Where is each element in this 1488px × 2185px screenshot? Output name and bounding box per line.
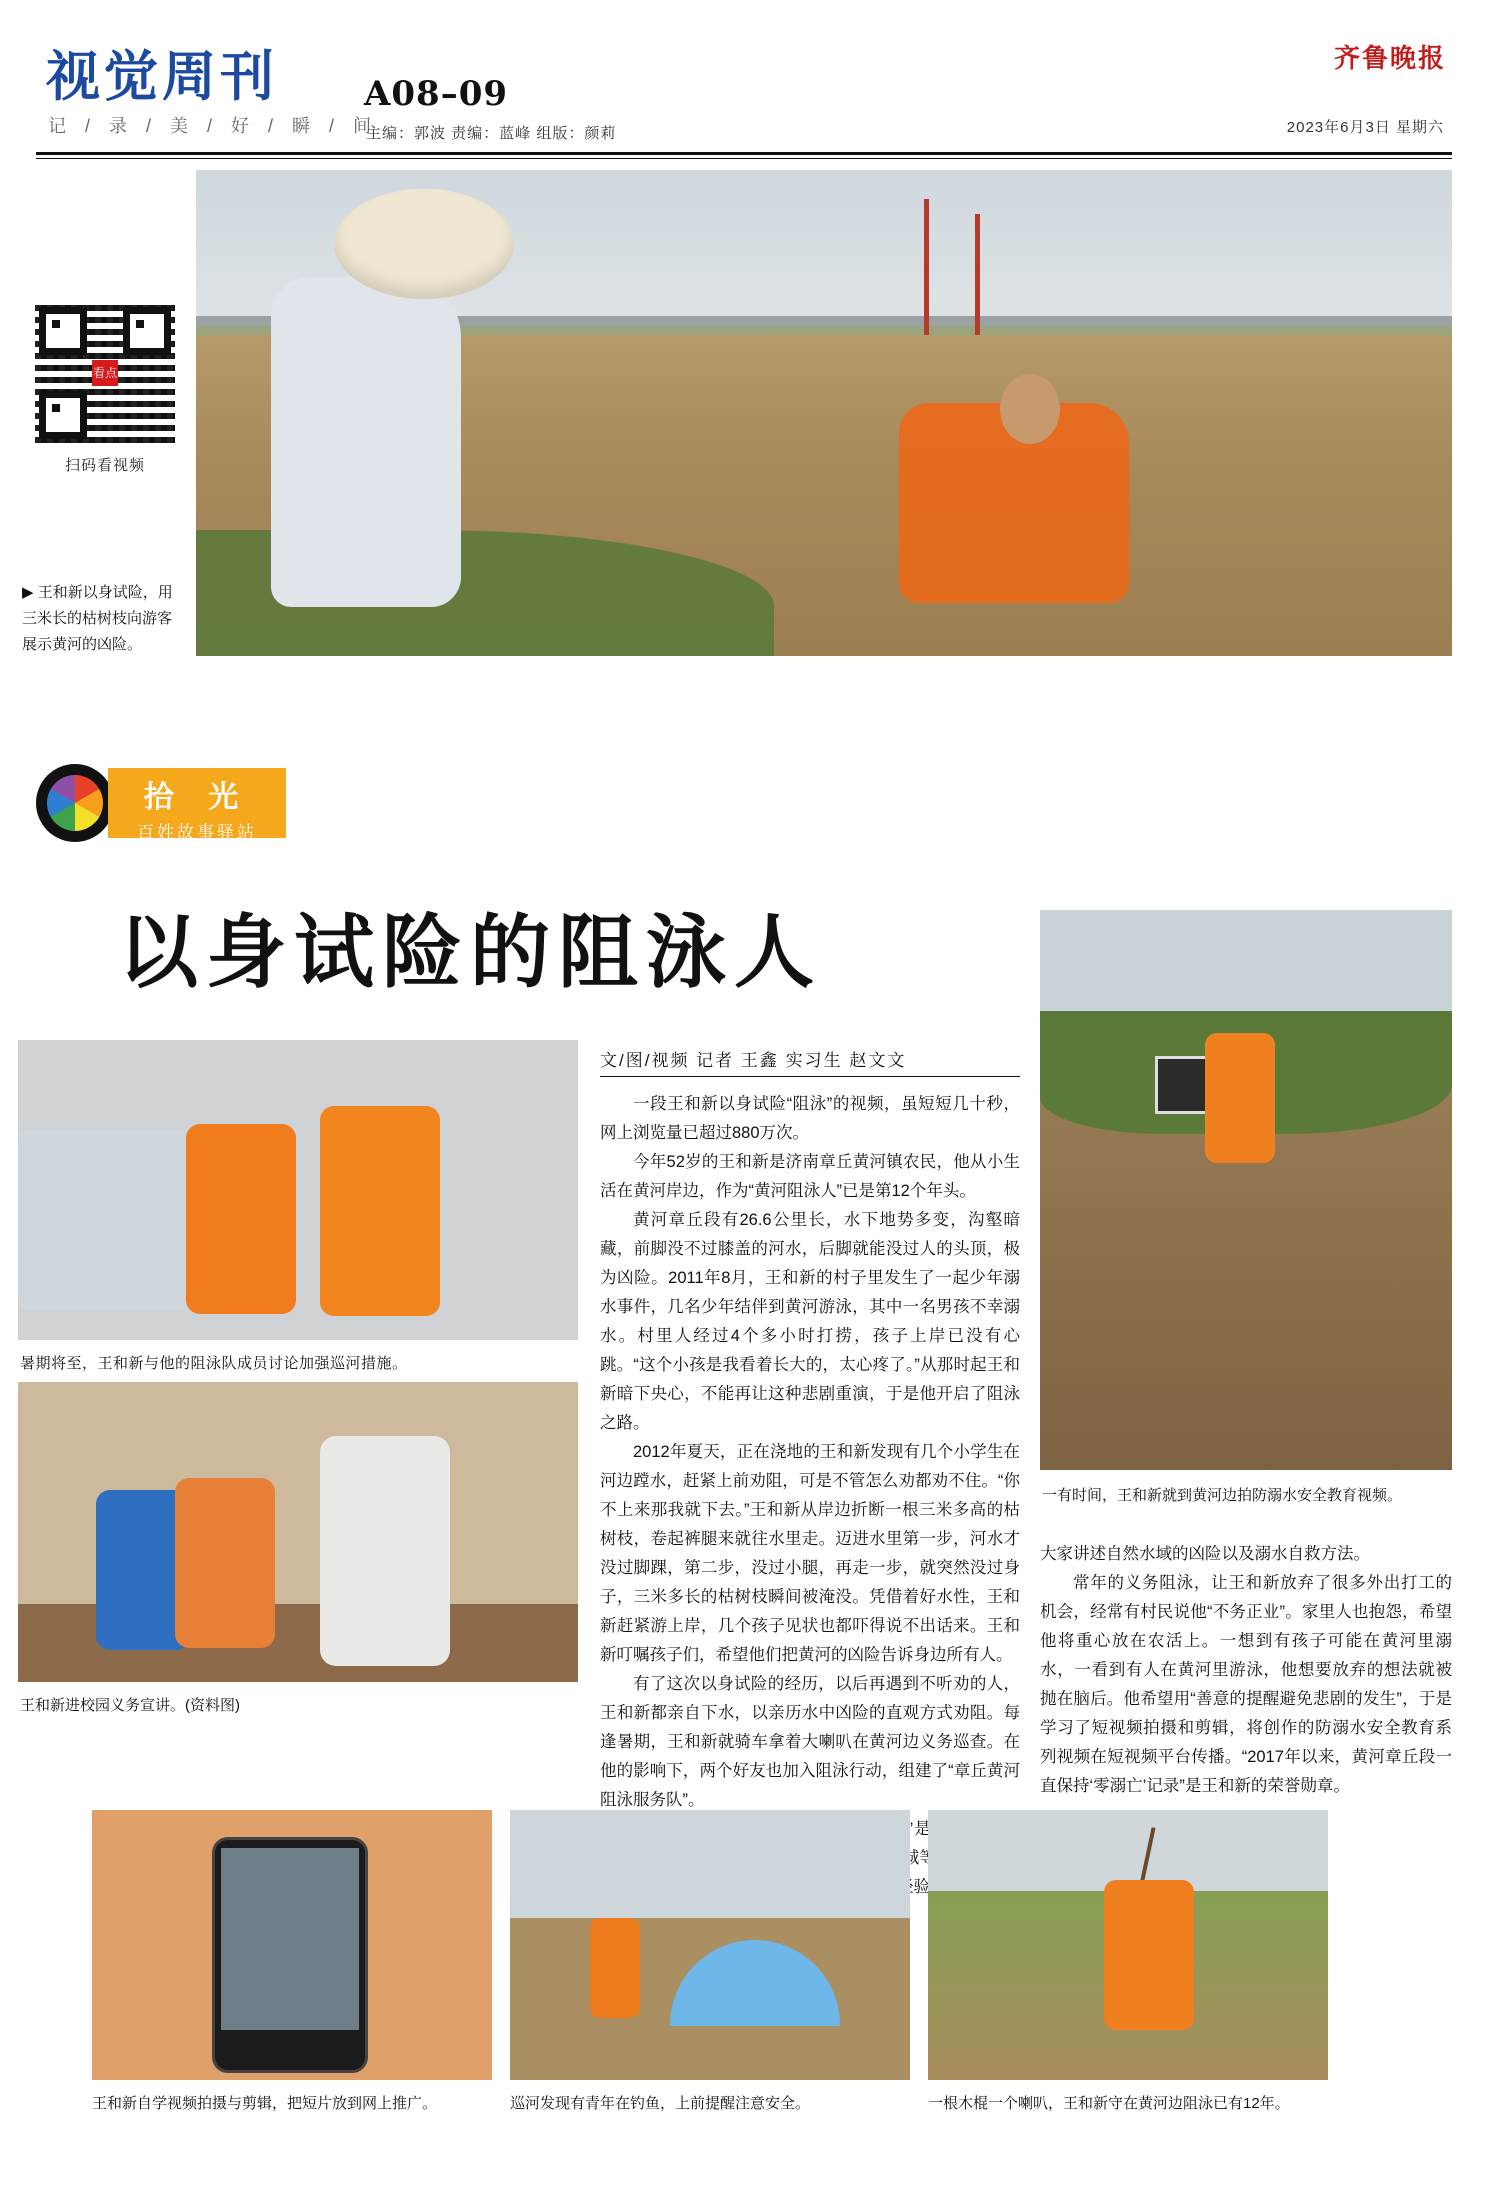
paragraph: 常年的义务阻泳，让王和新放弃了很多外出打工的机会，经常有村民说他“不务正业”。家里人也抱怨，希望他将重心放在农活上。一想到有孩子可能在黄河里溺水，一看到有人在黄河里游泳，他想要放弃的想法就被抛在脑后。他希望用“善意的提醒避免悲剧的发生”，于是学习了短视频拍摄和剪辑，将创作的防溺水安全教育系列视频在短视频平台传播。“2017年以来，黄河章丘段一直保持‘零溺亡’记录”是王和新的荣誉勋章。 [1040,1574,1452,1795]
photo-phone-screen [221,1848,359,2030]
paragraph: 今年52岁的王和新是济南章丘黄河镇农民，他从小生活在黄河岸边，作为“黄河阻泳人”已是第12个年头。 [600,1153,1020,1200]
photo-team-discussion [18,1040,578,1340]
paragraph: 有了这次以身试险的经历，以后再遇到不听劝的人，王和新都亲自下水，以亲历水中凶险的直观方式劝阻。每逢暑期，王和新就骑车拿着大喇叭在黄河边义务巡查。在他的影响下，两个好友也加入阻泳行动，组建了“章丘黄河阻泳服务队”。 [600,1675,1020,1809]
photo-c-caption: 一有时间，王和新就到黄河边拍防溺水安全教育视频。 [1042,1487,1403,1504]
paragraph: 一段王和新以身试险“阻泳”的视频，虽短短几十秒，网上浏览量已超过880万次。 [600,1095,1020,1142]
paragraph: 大家讲述自然水域的凶险以及溺水自救方法。 [1040,1545,1370,1563]
photo-person-with-loudspeaker [1104,1880,1194,2030]
photo-patrol-angler [510,1810,910,2080]
qr-block [30,300,180,475]
header-divider [36,152,1452,155]
article-column-2 [1040,1540,1452,1801]
lead-photo-caption: ▶ 王和新以身试险，用三米长的枯树枝向游客展示黄河的凶险。 [22,584,173,653]
photo-volunteer-2 [320,1106,440,1316]
photo-sky-4 [928,1810,1328,1891]
photo-student-2 [175,1478,275,1648]
header-divider-thin [36,158,1452,159]
photo-person-filming [1205,1033,1275,1163]
article-column-1 [600,1090,1020,1902]
photo-e-caption: 巡河发现有青年在钓鱼，上前提醒注意安全。 [510,2095,811,2112]
paragraph: 2012年夏天，正在浇地的王和新发现有几个小学生在河边蹚水，赶紧上前劝阻，可是不管怎么劝都劝不住。“你不上来那我就下去。”王和新从岸边折断一根三米多高的枯树枝，卷起裤腿来就往水里走。迈进水里第一步，河水才没过脚踝，第二步，没过小腿，再走一步，就突然没过身子，三米多长的枯树枝瞬间被淹没。凭借着好水性，王和新赶紧游上岸，几个孩子见状也都吓得说不出话来。王和新叮嘱孩子们，希望他们把黄河的凶险告诉身边所有人。 [600,1443,1020,1664]
masthead-credits: 主编：郭波 责编：蓝峰 组版：颜莉 [366,125,617,142]
photo-sky-3 [510,1810,910,1918]
photo-crane-tower [924,199,929,335]
shutter-icon [36,764,114,842]
qr-code-icon[interactable] [32,300,178,446]
photo-d-caption: 王和新自学视频拍摄与剪辑，把短片放到网上推广。 [92,2095,438,2112]
badge-subtitle: 百姓故事驿站 [137,823,257,842]
newspaper-brand: 齐鲁晚报 [1333,44,1446,74]
photo-phone-editing [92,1810,492,2080]
photo-person-patrol [590,1918,640,2018]
photo-speaker [320,1436,450,1666]
photo-school-lecture [18,1382,578,1682]
column-logo-badge [36,760,286,846]
paragraph: 黄河章丘段有26.6公里长，水下地势多变，沟壑暗藏，前脚没不过膝盖的河水，后脚就能没过人的头顶，极为凶险。2011年8月，王和新的村子里发生了一起少年溺水事件，几名少年结伴到黄河游泳，其中一名男孩不幸溺水。村里人经过4个多小时打捞，孩子上岸已没有心跳。“这个小孩是我看着长大的，太心疼了。”从那时起王和新暗下央心，不能再让这种悲剧重演，于是他开启了阻泳之路。 [600,1211,1020,1432]
badge-box [108,768,286,842]
masthead-title: 视觉周刊 [46,44,278,108]
qr-caption: 扫码看视频 [64,457,145,474]
photo-sun-hat [334,189,514,299]
article-byline: 文/图/视频 记者 王鑫 实习生 赵文文 [600,1051,907,1070]
masthead-subtitle: 记 / 录 / 美 / 好 / 瞬 / 间 [48,116,379,136]
qr-center-label: 看点 [92,360,118,386]
badge-title: 拾 光 [143,780,251,815]
publication-date: 2023年6月3日 星期六 [1286,119,1444,136]
photo-crane-tower-2 [975,214,980,336]
photo-a-caption: 暑期将至，王和新与他的阻泳队成员讨论加强巡河措施。 [20,1355,408,1372]
article-headline: 以身试险的阻泳人 [118,905,822,999]
photo-b-caption: 王和新进校园义务宣讲。(资料图) [20,1697,240,1714]
photo-f-caption: 一根木棍一个喇叭，王和新守在黄河边阻泳已有12年。 [928,2095,1290,2112]
photo-smartphone [212,1837,368,2073]
byline-divider [600,1076,1020,1077]
photo-loudspeaker-patrol [928,1810,1328,2080]
photo-person-observer [271,277,461,607]
photo-riverbank-video [1040,910,1452,1470]
photo-person-head [1000,374,1060,444]
photo-volunteer-1 [186,1124,296,1314]
page-number: A08–09 [364,74,509,114]
masthead [36,18,1452,154]
lead-photo [196,170,1452,656]
